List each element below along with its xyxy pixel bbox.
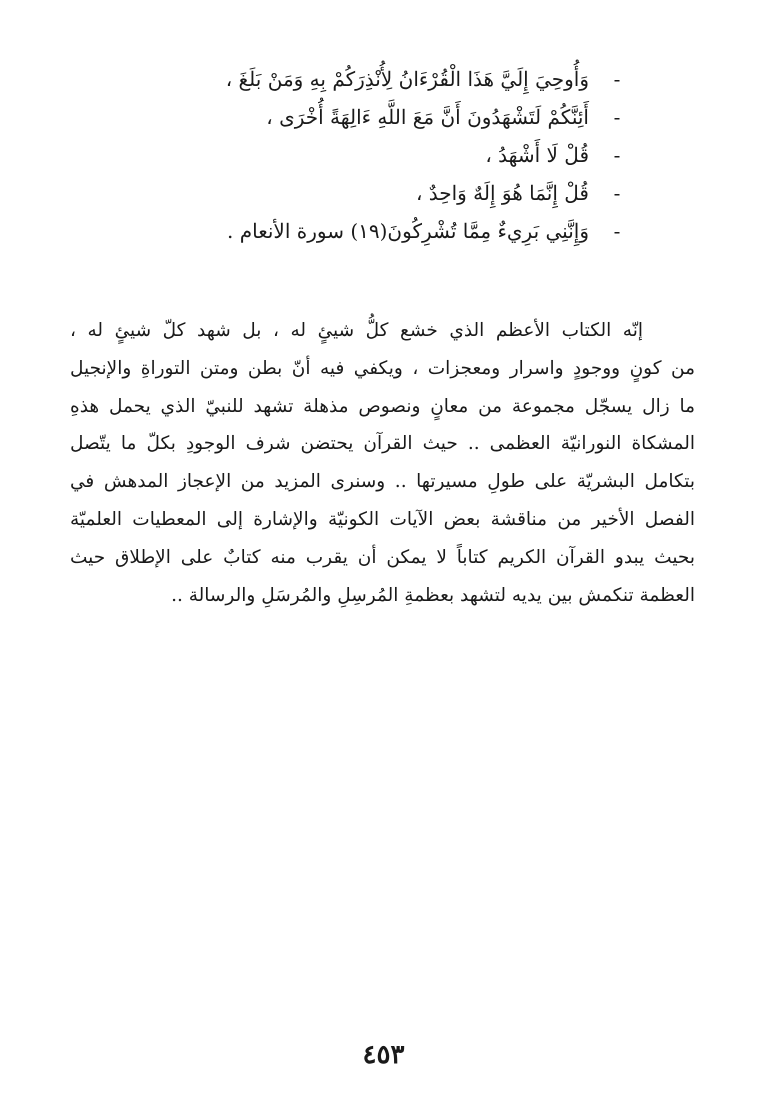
paragraph-line: بحيث يبدو القرآن الكريم كتاباً لا يمكن أن يقرب منه كتابٌ على الإطلاق حيث <box>70 546 695 568</box>
paragraph-line: ما زال يسجّل مجموعة من معانٍ ونصوص مذهلة تشهد للنبيّ الذي يحمل هذهِ <box>70 395 695 417</box>
verse-item <box>137 60 637 98</box>
verse-text: قُلْ لَا أَشْهَدُ ، <box>485 143 589 167</box>
paragraph-line: العظمة تنكمش بين يديه لتشهد بعظمةِ المُرسِلِ والمُرسَلِ والرسالة .. <box>171 584 695 606</box>
page-number: ٤٥٣ <box>362 1040 405 1070</box>
quran-verse-list <box>137 60 637 250</box>
body-paragraph <box>70 312 695 614</box>
verse-text: أَئِنَّكُمْ لَتَشْهَدُونَ أَنَّ مَعَ اللَّهِ ءَالِهَةً أُخْرَى ، <box>266 105 589 129</box>
list-dash: - <box>613 219 621 243</box>
list-dash: - <box>613 143 621 167</box>
paragraph-line: بتكامل البشريّة على طولِ مسيرتها .. وسنرى المزيد من الإعجاز المدهش في <box>70 471 695 493</box>
list-dash: - <box>613 181 621 205</box>
paragraph-line: إنّه الكتاب الأعظم الذي خشع كلُّ شيئٍ له ، بل شهد كلّ شيئٍ له ، <box>70 320 643 341</box>
verse-item <box>137 136 637 174</box>
paragraph-line: من كونٍ ووجودٍ واسرار ومعجزات ، ويكفي فيه أنّ بطن ومتن التوراةِ والإنجيل <box>70 357 695 379</box>
verse-item <box>137 174 637 212</box>
verse-item <box>137 98 637 136</box>
paragraph-line: المشكاة النورانيّة العظمى .. حيث القرآن يحتضن شرف الوجودِ بكلّ ما يتّصل <box>70 433 695 455</box>
verse-item <box>137 212 637 250</box>
verse-text: وَإِنَّنِي بَرِيءٌ مِمَّا تُشْرِكُونَ(١٩) سورة الأنعام . <box>227 219 589 243</box>
list-dash: - <box>613 105 621 129</box>
verse-text: وَأُوحِيَ إِلَيَّ هَذَا الْقُرْءَانُ لِأُنْذِرَكُمْ بِهِ وَمَنْ بَلَغَ ، <box>225 67 589 91</box>
verse-text: قُلْ إِنَّمَا هُوَ إِلَهٌ وَاحِدٌ ، <box>415 181 589 205</box>
paragraph-line: الفصل الأخير من مناقشة بعض الآيات الكونيّة والإشارة إلى المعطيات العلميّة <box>70 508 695 530</box>
list-dash: - <box>613 67 621 91</box>
